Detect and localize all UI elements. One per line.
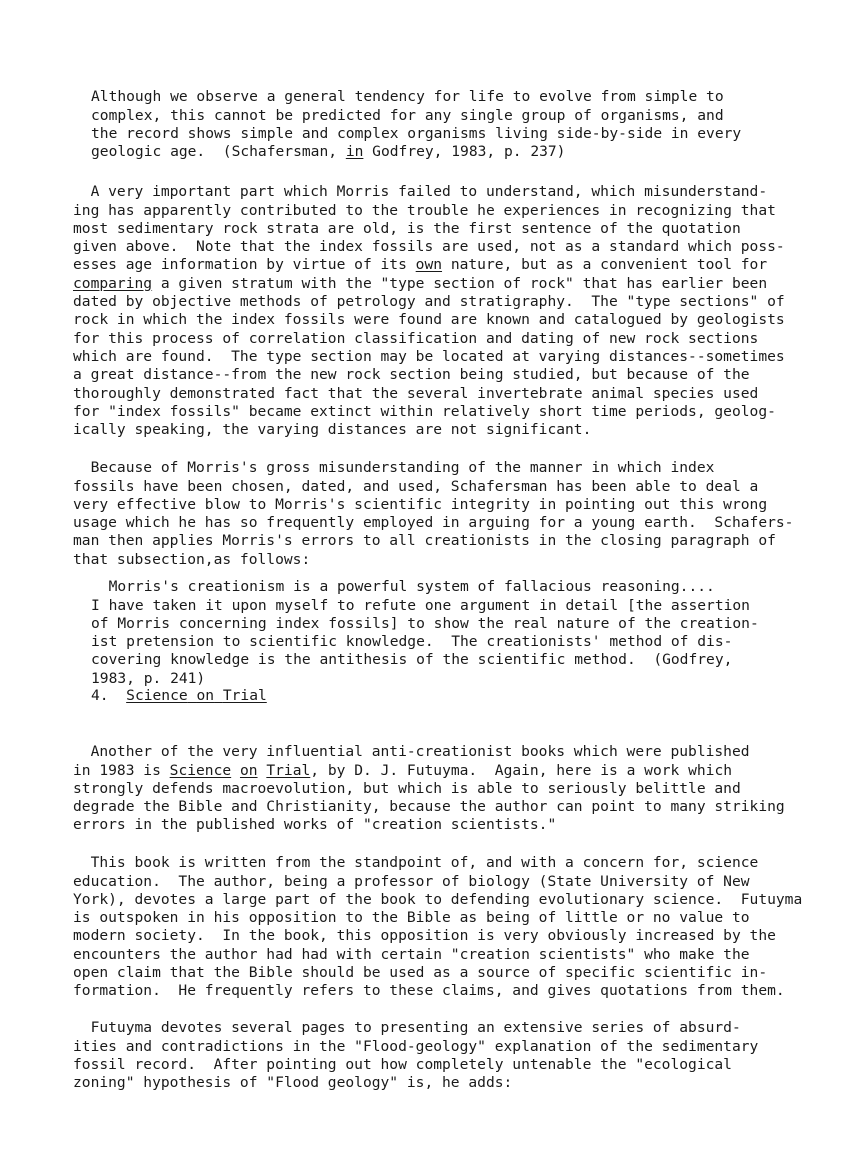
text-line: , by D. J. Futuyma. Again, here is a work which [310, 761, 733, 779]
paragraph-morris-misunderstanding [73, 441, 793, 569]
text-line: man then applies Morris's errors to all creationists in the closing paragraph of [73, 532, 776, 550]
text-line: Godfrey, 1983, p. 237) [363, 143, 566, 161]
text-line: ist pretension to scientific knowledge. The creationists' method of dis- [91, 633, 733, 651]
block-quote-schafersman [91, 70, 741, 161]
book-title-word: on [239, 761, 258, 779]
text-line: covering knowledge is the antithesis of the scientific method. (Godfrey, [91, 651, 733, 669]
text-line: ing has apparently contributed to the trouble he experiences in recognizing that [73, 201, 776, 219]
text-line: nature, but as a convenient tool for [442, 256, 768, 274]
heading-title-word: Science [126, 687, 188, 704]
text-line: a great distance--from the new rock section being studied, but because of the [73, 366, 750, 384]
text-line: in 1983 is [73, 761, 170, 779]
text-line: ities and contradictions in the "Flood-geology" explanation of the sedimentary [73, 1037, 759, 1055]
text-line: Because of Morris's gross misunderstanding of the manner in which index [73, 459, 715, 477]
underlined-word: comparing [73, 274, 153, 292]
underlined-word: in [345, 143, 364, 161]
text-line: formation. He frequently refers to these claims, and gives quotations from them. [73, 982, 785, 1000]
section-heading [91, 687, 267, 705]
text-line: fossil record. After pointing out how completely untenable the "ecological [73, 1055, 732, 1073]
text-line: modern society. In the book, this opposition is very obviously increased by the [73, 927, 776, 945]
section-number: 4. [91, 687, 127, 704]
text-line: the record shows simple and complex organisms living side-by-side in every [91, 124, 742, 142]
text-line: rock in which the index fossils were found are known and catalogued by geologists [73, 311, 785, 329]
text-line: geologic age. (Schafersman, [91, 143, 346, 161]
text-line: Morris's creationism is a powerful system of fallacious reasoning.... [91, 578, 715, 596]
text-line: esses age information by virtue of its [73, 256, 416, 274]
underlined-word: own [415, 256, 443, 274]
block-quote-godfrey [91, 560, 759, 688]
text-line: York), devotes a large part of the book to defending evolutionary science. Futuyma [73, 890, 803, 908]
text-line: very effective blow to Morris's scientific integrity in pointing out this wrong [73, 495, 768, 513]
text-line: Another of the very influential anti-creationist books which were published [73, 743, 750, 761]
paragraph-book-standpoint [73, 836, 802, 1001]
text-line: encounters the author had had with certain "creation scientists" who make the [73, 945, 750, 963]
text-line: strongly defends macroevolution, but which is able to seriously belittle and [73, 779, 741, 797]
text-line: I have taken it upon myself to refute one argument in detail [the assertion [91, 596, 750, 614]
text-line: complex, this cannot be predicted for any single group of organisms, and [91, 106, 724, 124]
text-line: ically speaking, the varying distances are not significant. [73, 421, 592, 439]
paragraph-flood-geology [73, 1001, 758, 1092]
text-line: Futuyma devotes several pages to presenting an extensive series of absurd- [73, 1019, 741, 1037]
text-line: fossils have been chosen, dated, and used, Schafersman has been able to deal a [73, 477, 759, 495]
heading-space [214, 687, 223, 704]
paragraph-futuyma-book [73, 725, 785, 835]
text-line: thoroughly demonstrated fact that the several invertebrate animal species used [73, 384, 759, 402]
text-line: for this process of correlation classification and dating of new rock sections [73, 329, 759, 347]
text-line: Although we observe a general tendency for life to evolve from simple to [91, 88, 724, 106]
text-line: 1983, p. 241) [91, 669, 206, 687]
text-line: which are found. The type section may be located at varying distances--sometimes [73, 347, 785, 365]
text-line: for "index fossils" became extinct within relatively short time periods, geolog- [73, 402, 776, 420]
text-line: most sedimentary rock strata are old, is the first sentence of the quotation [73, 219, 741, 237]
book-title-word: Science [169, 761, 232, 779]
text-line: zoning" hypothesis of "Flood geology" is, he adds: [73, 1074, 513, 1092]
book-title-word: Trial [266, 761, 311, 779]
text-line: open claim that the Bible should be used as a source of specific scientific in- [73, 964, 768, 982]
text-line: usage which he has so frequently employed in arguing for a young earth. Schafers- [73, 514, 794, 532]
text-line: of Morris concerning index fossils] to show the real nature of the creation- [91, 614, 759, 632]
text-space [231, 762, 240, 779]
text-line: is outspoken in his opposition to the Bible as being of little or no value to [73, 909, 750, 927]
heading-title-word: Trial [222, 687, 267, 704]
text-line: degrade the Bible and Christianity, because the author can point to many striking [73, 798, 785, 816]
text-line: errors in the published works of "creation scientists." [73, 816, 557, 834]
text-line: education. The author, being a professor of biology (State University of New [73, 872, 750, 890]
text-line: a given stratum with the "type section of rock" that has earlier been [152, 274, 768, 292]
text-line: dated by objective methods of petrology and stratigraphy. The "type sections" of [73, 293, 785, 311]
text-line: that subsection,as follows: [73, 550, 311, 568]
text-line: given above. Note that the index fossils are used, not as a standard which poss- [73, 238, 785, 256]
paragraph-index-fossils [73, 165, 785, 439]
text-line: A very important part which Morris failed to understand, which misunderstand- [73, 183, 768, 201]
text-line: This book is written from the standpoint of, and with a concern for, science [73, 854, 759, 872]
heading-title-word: on [196, 687, 215, 704]
